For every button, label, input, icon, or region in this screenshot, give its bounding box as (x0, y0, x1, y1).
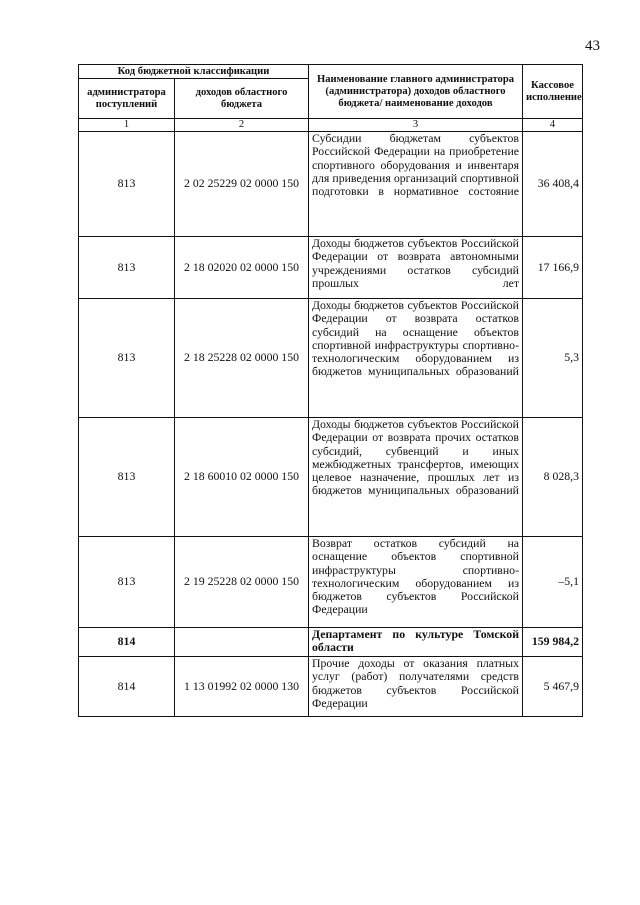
income-code: 2 02 25229 02 0000 150 (175, 132, 309, 237)
income-name: Возврат остатков субсидий на оснащение объектов спортивной инфраструктуры спортивно-технологическим оборудованием из бюджетов субъектов Российской Федерации (309, 537, 523, 628)
admin-code: 813 (79, 418, 175, 537)
amount: 17 166,9 (523, 237, 583, 299)
admin-code: 813 (79, 132, 175, 237)
table-row (79, 657, 583, 717)
budget-table (78, 64, 583, 717)
income-code: 2 18 25228 02 0000 150 (175, 299, 309, 418)
header-amount: Кассовое исполнение (523, 65, 583, 119)
admin-code: 813 (79, 299, 175, 418)
page-number: 43 (585, 38, 600, 54)
income-name: Доходы бюджетов субъектов Российской Федерации от возврата прочих остатков субсидий, субвенций и иных межбюджетных трансфертов, имеющих целевое назначение, прошлых лет из бюджетов муниципальных образований (309, 418, 523, 537)
income-name: Доходы бюджетов субъектов Российской Федерации от возврата остатков субсидий на оснащение объектов спортивной инфраструктуры спортивно-технологическим оборудованием из бюджетов муниципальных образований (309, 299, 523, 418)
amount: 5,3 (523, 299, 583, 418)
amount: 159 984,2 (523, 628, 583, 657)
amount: –5,1 (523, 537, 583, 628)
column-number: 3 (309, 119, 523, 132)
income-code: 1 13 01992 02 0000 130 (175, 657, 309, 717)
amount: 36 408,4 (523, 132, 583, 237)
department-name: Департамент по культуре Томской области (309, 628, 523, 657)
amount: 8 028,3 (523, 418, 583, 537)
table-row (79, 537, 583, 628)
header-admin: администратора поступлений (79, 79, 175, 119)
income-code: 2 19 25228 02 0000 150 (175, 537, 309, 628)
column-number: 4 (523, 119, 583, 132)
income-name: Доходы бюджетов субъектов Российской Федерации от возврата автономными учреждениями остатков субсидий прошлых лет (309, 237, 523, 299)
table-row (79, 418, 583, 537)
income-name: Прочие доходы от оказания платных услуг (работ) получателями средств бюджетов субъектов Российской Федерации (309, 657, 523, 717)
table-row (79, 299, 583, 418)
amount: 5 467,9 (523, 657, 583, 717)
header-budget-classification: Код бюджетной классификации (79, 65, 309, 79)
header-income: доходов областного бюджета (175, 79, 309, 119)
admin-code: 813 (79, 237, 175, 299)
table-row (79, 237, 583, 299)
admin-code: 814 (79, 657, 175, 717)
income-code (175, 628, 309, 657)
header-name: Наименование главного администратора (администратора) доходов областного бюджета/ наименование доходов (309, 65, 523, 119)
column-number: 1 (79, 119, 175, 132)
table-row (79, 132, 583, 237)
income-code: 2 18 02020 02 0000 150 (175, 237, 309, 299)
income-code: 2 18 60010 02 0000 150 (175, 418, 309, 537)
income-name: Субсидии бюджетам субъектов Российской Федерации на приобретение спортивного оборудования и инвентаря для приведения организаций спортивной подготовки в нормативное состояние (309, 132, 523, 237)
admin-code: 813 (79, 537, 175, 628)
admin-code: 814 (79, 628, 175, 657)
column-number: 2 (175, 119, 309, 132)
table-row-department (79, 628, 583, 657)
